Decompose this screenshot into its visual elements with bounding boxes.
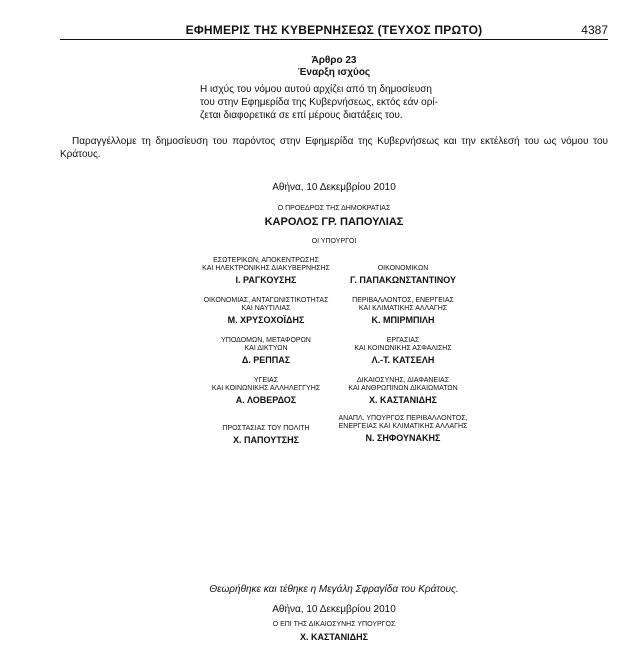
- minister-name: Μ. ΧΡΥΣΟΧΟΪΔΗΣ: [227, 315, 305, 325]
- gazette-title: ΕΦΗΜΕΡΙΣ ΤΗΣ ΚΥΒΕΡΝΗΣΕΩΣ (ΤΕΥΧΟΣ ΠΡΩΤΟ): [185, 23, 483, 37]
- minister-role: ΕΡΓΑΣΙΑΣ: [386, 337, 420, 344]
- minister-name: Κ. ΜΠΙΡΜΠΙΛΗ: [371, 315, 435, 325]
- president-role: Ο ΠΡΟΕΔΡΟΣ ΤΗΣ ΔΗΜΟΚΡΑΤΙΑΣ: [277, 205, 391, 212]
- minister-name: Χ. ΠΑΠΟΥΤΣΗΣ: [232, 435, 300, 445]
- minister-role: ΟΙΚΟΝΟΜΙΑΣ, ΑΝΤΑΓΩΝΙΣΤΙΚΟΤΗΤΑΣ: [203, 297, 329, 304]
- ministers-label: ΟΙ ΥΠΟΥΡΓΟΙ: [311, 238, 357, 245]
- minister-role: ΠΕΡΙΒΑΛΛΟΝΤΟΣ, ΕΝΕΡΓΕΙΑΣ: [352, 297, 454, 304]
- minister-block: [303, 297, 503, 325]
- minister-name: Ι. ΡΑΓΚΟΥΣΗΣ: [235, 275, 297, 285]
- minister-role: ΕΣΩΤΕΡΙΚΩΝ, ΑΠΟΚΕΝΤΡΩΣΗΣ: [213, 257, 319, 264]
- article-line: ζεται διαφορετικά σε επί μέρους διατάξεις του.: [200, 110, 403, 121]
- minister-role: ΟΙΚΟΝΟΜΙΚΩΝ: [377, 265, 429, 272]
- minister-block: [303, 265, 503, 285]
- minister-name: Δ. ΡΕΠΠΑΣ: [241, 355, 291, 365]
- minister-role: ΚΑΙ ΔΙΚΤΥΩΝ: [244, 345, 288, 352]
- justice-minister-name: Χ. ΚΑΣΤΑΝΙΔΗΣ: [299, 632, 369, 642]
- page-header: [60, 20, 608, 40]
- president-name: ΚΑΡΟΛΟΣ ΓΡ. ΠΑΠΟΥΛΙΑΣ: [264, 216, 404, 228]
- minister-name: Λ.-Τ. ΚΑΤΣΕΛΗ: [371, 355, 435, 365]
- minister-name: Γ. ΠΑΠΑΚΩΝΣΤΑΝΤΙΝΟΥ: [349, 275, 457, 285]
- minister-name: Χ. ΚΑΣΤΑΝΙΔΗΣ: [368, 395, 438, 405]
- article-line: Η ισχύς του νόμου αυτού αρχίζει από τη δημοσίευση: [200, 84, 432, 95]
- minister-role: ΠΡΟΣΤΑΣΙΑΣ ΤΟΥ ΠΟΛΙΤΗ: [222, 425, 310, 432]
- minister-role: ΕΝΕΡΓΕΙΑΣ ΚΑΙ ΚΛΙΜΑΤΙΚΗΣ ΑΛΛΑΓΗΣ: [338, 423, 468, 430]
- header-rule: [60, 39, 608, 40]
- minister-role: ΚΑΙ ΗΛΕΚΤΡΟΝΙΚΗΣ ΔΙΑΚΥΒΕΡΝΗΣΗΣ: [202, 265, 330, 272]
- minister-role: ΚΑΙ ΚΟΙΝΩΝΙΚΗΣ ΑΣΦΑΛΙΣΗΣ: [354, 345, 452, 352]
- minister-name: Α. ΛΟΒΕΡΔΟΣ: [235, 395, 297, 405]
- minister-block: [303, 337, 503, 365]
- decree-paragraph: Παραγγέλλομε τη δημοσίευση του παρόντος στην Εφημερίδα της Κυβερνήσεως και την εκτέλεσή του ως νόμου του Κράτους.: [60, 136, 608, 160]
- seal-statement: Θεωρήθηκε και τέθηκε η Μεγάλη Σφραγίδα του Κράτους.: [209, 584, 459, 595]
- article-title: Έναρξη ισχύος: [297, 67, 371, 78]
- justice-minister-role: Ο ΕΠΙ ΤΗΣ ΔΙΚΑΙΟΣΥΝΗΣ ΥΠΟΥΡΓΟΣ: [272, 621, 396, 628]
- minister-role: ΚΑΙ ΚΟΙΝΩΝΙΚΗΣ ΑΛΛΗΛΕΓΓΥΗΣ: [211, 385, 321, 392]
- minister-role: ΚΑΙ ΑΝΘΡΩΠΙΝΩΝ ΔΙΚΑΙΩΜΑΤΩΝ: [348, 385, 458, 392]
- signing-date: Αθήνα, 10 Δεκεμβρίου 2010: [272, 182, 396, 193]
- minister-role: ΚΑΙ ΚΛΙΜΑΤΙΚΗΣ ΑΛΛΑΓΗΣ: [358, 305, 448, 312]
- minister-block: [303, 415, 503, 443]
- article-body: [200, 83, 468, 122]
- article-number: Άρθρο 23: [311, 55, 357, 66]
- minister-role: ΥΓΕΙΑΣ: [253, 377, 279, 384]
- article-line: του στην Εφημερίδα της Κυβερνήσεως, εκτός εάν ορί-: [200, 97, 438, 108]
- minister-name: Ν. ΣΗΦΟΥΝΑΚΗΣ: [365, 433, 441, 443]
- minister-block: [303, 377, 503, 405]
- minister-role: ΑΝΑΠΛ. ΥΠΟΥΡΓΟΣ ΠΕΡΙΒΑΛΛΟΝΤΟΣ,: [338, 415, 468, 422]
- minister-role: ΔΙΚΑΙΟΣΥΝΗΣ, ΔΙΑΦΑΝΕΙΑΣ: [356, 377, 450, 384]
- minister-role: ΚΑΙ ΝΑΥΤΙΛΙΑΣ: [241, 305, 291, 312]
- minister-role: ΥΠΟΔΟΜΩΝ, ΜΕΤΑΦΟΡΩΝ: [221, 337, 311, 344]
- seal-date: Αθήνα, 10 Δεκεμβρίου 2010: [272, 604, 396, 615]
- page-number: 4387: [581, 23, 608, 37]
